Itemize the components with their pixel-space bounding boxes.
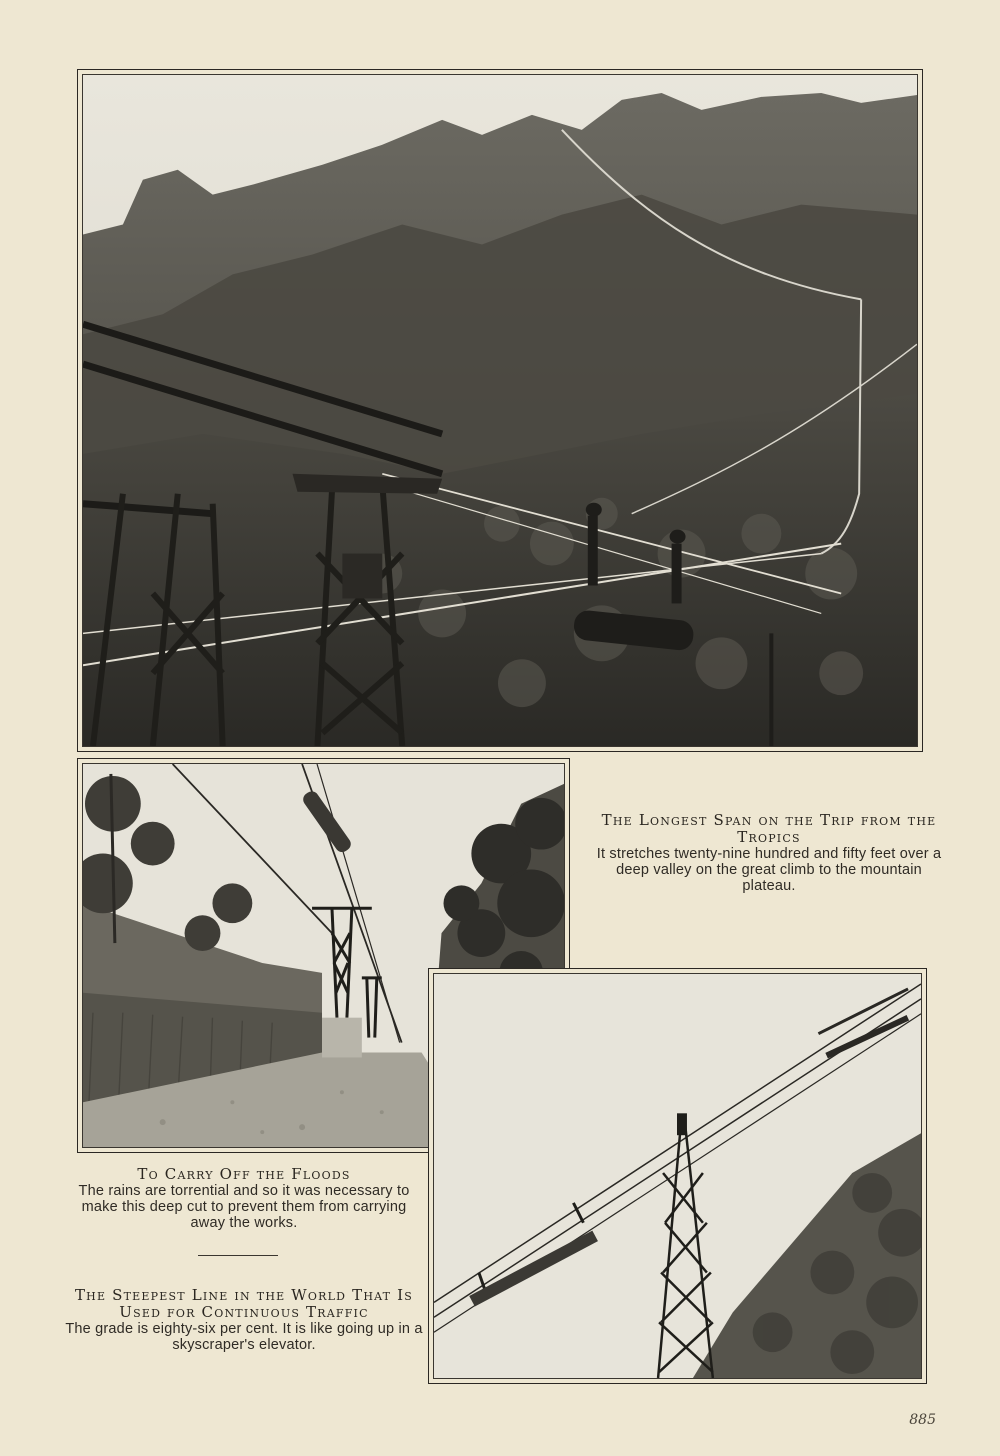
floods-body: The rains are torrential and so it was necessary to make this deep cut to prevent them from carrying away the works. bbox=[78, 1182, 410, 1232]
longest-span-caption bbox=[594, 812, 944, 894]
longest-span-photo bbox=[82, 74, 918, 747]
floods-caption bbox=[64, 1166, 424, 1232]
floods-title: To Carry Off the Floods bbox=[137, 1165, 351, 1183]
longest-span-title: The Longest Span on the Trip from the Tropics bbox=[601, 811, 937, 846]
caption-divider bbox=[198, 1255, 278, 1256]
longest-span-body: It stretches twenty-nine hundred and fifty feet over a deep valley on the great climb to the mountain plateau. bbox=[596, 845, 942, 895]
steep-cable-illustration bbox=[434, 974, 921, 1378]
page-number: 885 bbox=[909, 1412, 936, 1428]
longest-span-photo-frame bbox=[77, 69, 923, 752]
steepest-line-photo-frame bbox=[428, 968, 927, 1384]
steepest-caption bbox=[64, 1287, 424, 1353]
mountain-cableway-illustration bbox=[83, 75, 917, 746]
steepest-title: The Steepest Line in the World That Is Used for Continuous Traffic bbox=[74, 1286, 414, 1321]
steepest-line-photo bbox=[433, 973, 922, 1379]
steepest-body: The grade is eighty-six per cent. It is like going up in a skyscraper's elevator. bbox=[65, 1320, 423, 1353]
